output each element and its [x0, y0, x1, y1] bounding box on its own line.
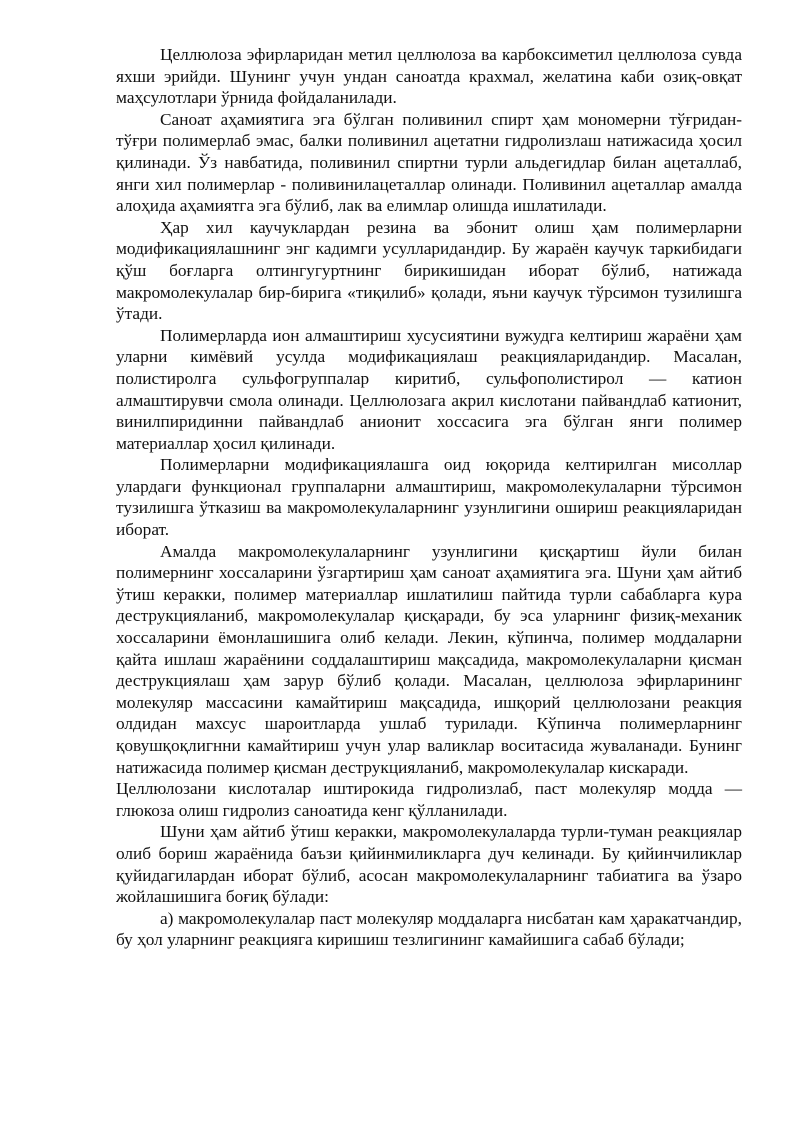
- paragraph-1: Целлюлоза эфирларидан метил целлюлоза ва карбоксиметил целлюлоза сувда яхши эрийди. Шунинг учун ундан саноатда крахмал, желатина каби озиқ-овқат маҳсулотлари ўрнида фойдаланилади.: [116, 45, 742, 108]
- paragraph-9: а) макромолекулалар паст молекуляр моддаларга нисбатан кам ҳаракатчандир, бу ҳол уларнинг реакцияга киришиш тезлигининг камайишига сабаб бўлади;: [116, 908, 742, 950]
- paragraph-3: Ҳар хил каучуклардан резина ва эбонит олиш ҳам полимерларни модификациялашнинг энг кадимги усулларидандир. Бу жараён каучук таркибидаги қўш боғларга олтингугуртнинг бирикишидан иборат бўлиб, натижада макромолекулалар бир-бирига «тиқилиб» қолади, яъни каучук тўрсимон тузилишга ўтади.: [116, 217, 742, 324]
- paragraph-2: Саноат аҳамиятига эга бўлган поливинил спирт ҳам мономерни тўғридан-тўғри полимерлаб эмас, балки поливинил ацетатни гидролизлаш натижасида ҳосил қилинади. Ўз навбатида, поливинил спиртни турли альдегидлар билан ацеталлаб, янги хил полимерлар - поливинилацеталлар олинади. Поливинил ацеталлар амалда алоҳида аҳамиятга эга бўлиб, лак ва елимлар олишда ишлатилади.: [116, 109, 742, 216]
- paragraph-4: Полимерларда ион алмаштириш хусусиятини вужудга келтириш жараёни ҳам уларни кимёвий усулда модификациялаш реакцияларидандир. Масалан, полистиролга сульфогруппалар киритиб, сульфополистирол — катион алмаштирувчи смола олинади. Целлюлозага акрил кислотани пайвандлаб катионит, винилпиридинни пайвандлаб анионит хоссасига эга бўлган янги полимер материаллар ҳосил қилинади.: [116, 325, 742, 453]
- paragraph-7: Целлюлозани кислоталар иштирокида гидролизлаб, паст молекуляр модда — глюкоза олиш гидролиз саноатида кенг қўлланилади.: [116, 779, 742, 820]
- paragraph-8: Шуни ҳам айтиб ўтиш керакки, макромолекулаларда турли-туман реакциялар олиб бориш жараёнида баъзи қийинмиликларга дуч келинади. Бу қийинчиликлар қуйидагилардан иборат бўлиб, асосан макромолекулаларнинг табиатига ва ўзаро жойлашишига боғиқ бўлади:: [116, 822, 742, 907]
- paragraph-6: Амалда макромолекулаларнинг узунлигини қисқартиш йули билан полимернинг хоссаларини ўзгартириш ҳам саноат аҳамиятига эга. Шуни ҳам айтиб ўтиш керакки, полимер материаллар ишлатилиш пайтида турли сабабларга кура деструкцияланиб, макромолекулалар қисқаради, бу эса уларнинг физиқ-механик хоссаларини ёмонлашишига олиб келади. Лекин, кўпинча, полимер моддаларни қайта ишлаш жараёнини соддалаштириш мақсадида, макромолекулаларни қисман деструкциялаш ҳам зарур бўлиб қолади. Масалан, целлюлоза эфирларининг молекуляр массасини камайтириш мақсадида, ишқорий целлюлозани реакция олдидан махсус шароитларда ушлаб турилади. Кўпинча полимерларнинг қовушқоқлигнни камайтириш учун улар валиклар воситасида жуваланади. Бунинг натижасида полимер қисман деструкцияланиб, макромолекулалар кискаради.: [116, 541, 742, 777]
- paragraph-5: Полимерларни модификациялашга оид юқорида келтирилган мисоллар улардаги функционал группаларни алмаштириш, макромолекулаларни тўрсимон тузилишга ўтказиш ва макромолекулаларнинг узунлигини ошириш реакцияларидан иборат.: [116, 455, 742, 540]
- document-page: [116, 44, 742, 951]
